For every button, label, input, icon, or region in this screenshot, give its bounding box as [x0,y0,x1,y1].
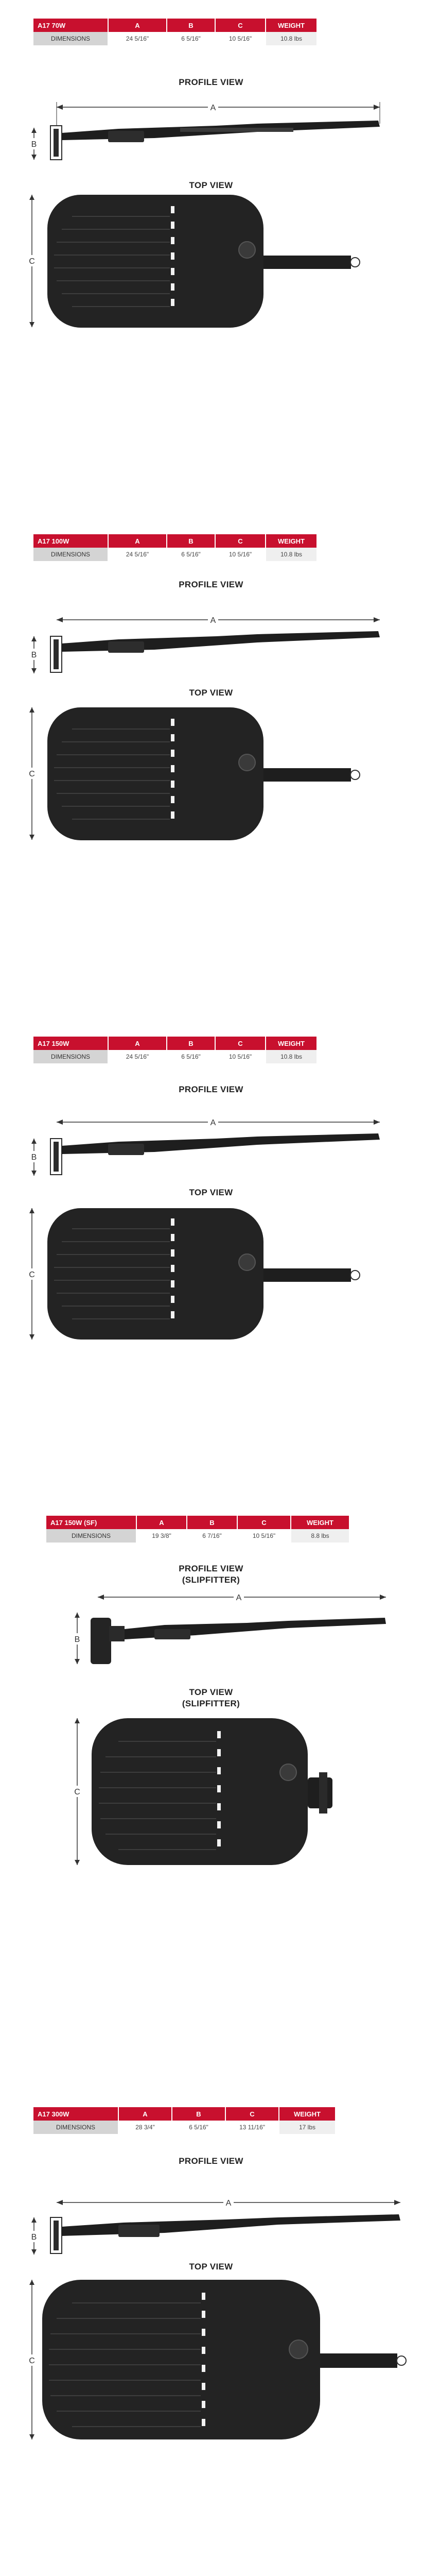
fixture-body [47,707,263,840]
dimensions-label: DIMENSIONS [33,2121,118,2134]
fixture-body [47,1208,263,1340]
col-b-header: B [167,534,215,548]
dim-a-value: 24 5/16" [108,548,167,561]
col-b-header: B [167,19,215,32]
dim-c-marker: C [29,770,35,778]
model-name: A17 150W (SF) [46,1516,136,1529]
col-a-header: A [108,19,167,32]
product-section-a17-70w [0,0,422,513]
profile-view-label: PROFILE VIEW [179,1564,243,1573]
top-view-drawing [0,703,422,848]
product-section-a17-150w-sf [0,1510,422,2107]
dim-a-marker: A [225,2199,232,2208]
product-section-a17-100w [0,513,422,1015]
dim-a-value: 28 3/4" [118,2121,172,2134]
profile-view-label: PROFILE VIEW [179,580,243,589]
dim-c-value: 10 5/16" [215,32,266,45]
col-a-header: A [108,534,167,548]
top-view-label: TOP VIEW [189,1188,233,1197]
dim-a-value: 24 5/16" [108,32,167,45]
dim-b-value: 6 5/16" [167,1050,215,1063]
dim-c-marker: C [29,257,35,266]
product-section-a17-150w [0,1015,422,1510]
spec-table [33,2107,336,2134]
top-view-label: TOP VIEW [189,180,233,190]
dim-c-marker: C [74,1788,80,1797]
dim-c-value: 10 5/16" [215,1050,266,1063]
model-name: A17 150W [33,1037,108,1050]
col-b-header: B [167,1037,215,1050]
dim-a-marker: A [210,104,216,112]
dim-a-marker: A [236,1594,242,1602]
spec-table [33,1037,318,1063]
col-c-header: C [225,2107,279,2121]
model-name: A17 300W [33,2107,118,2121]
dimensions-label: DIMENSIONS [33,548,108,561]
profile-drawing [0,611,422,677]
col-c-header: C [215,534,266,548]
spec-table [33,534,318,561]
dim-c-marker: C [29,1270,35,1279]
col-weight-header: WEIGHT [266,1037,317,1050]
dim-a-marker: A [210,1118,216,1127]
dim-c-marker: C [29,2357,35,2365]
weight-value: 10.8 lbs [266,548,317,561]
top-view-drawing [0,191,422,335]
top-view-drawing [0,1203,422,1347]
col-a-header: A [118,2107,172,2121]
dim-b-value: 6 7/16" [187,1529,237,1543]
dim-a-value: 19 3/8" [136,1529,187,1543]
col-weight-header: WEIGHT [279,2107,336,2121]
col-c-header: C [237,1516,291,1529]
profile-drawing [0,1113,422,1180]
model-name: A17 100W [33,534,108,548]
profile-drawing [0,2174,422,2262]
spec-table [46,1516,350,1543]
slipfitter-mount [91,1618,111,1664]
dim-b-marker: B [31,1153,37,1162]
top-view-label: TOP VIEW [189,2262,233,2272]
dim-b-value: 6 5/16" [167,548,215,561]
model-name: A17 70W [33,19,108,32]
slipfitter-label: (SLIPFITTER) [182,1575,240,1585]
col-b-header: B [172,2107,225,2121]
dim-c-value: 10 5/16" [215,548,266,561]
dimensions-label: DIMENSIONS [46,1529,136,1543]
fixture-profile [62,2214,400,2236]
weight-value: 10.8 lbs [266,1050,317,1063]
col-c-header: C [215,19,266,32]
dim-a-marker: A [210,616,216,625]
top-view-drawing [0,1713,422,1868]
fixture-body [92,1718,308,1865]
profile-view-label: PROFILE VIEW [179,1084,243,1094]
dim-b-value: 6 5/16" [167,32,215,45]
profile-drawing [0,90,422,170]
dim-b-marker: B [31,651,37,659]
col-weight-header: WEIGHT [266,534,317,548]
col-weight-header: WEIGHT [291,1516,349,1529]
mounting-arm [263,1268,351,1282]
dim-a-value: 24 5/16" [108,1050,167,1063]
fixture-body [47,195,263,328]
spec-table [33,19,318,45]
weight-value: 10.8 lbs [266,32,317,45]
weight-value: 17 lbs [279,2121,336,2134]
mounting-arm [263,768,351,782]
weight-value: 8.8 lbs [291,1529,349,1543]
mounting-arm [320,2353,397,2368]
col-a-header: A [108,1037,167,1050]
fixture-body [42,2280,320,2439]
top-view-label: TOP VIEW [189,1687,233,1697]
mounting-arm [263,256,351,269]
profile-drawing [0,1587,422,1674]
product-section-a17-300w [0,2107,422,2576]
profile-view-label: PROFILE VIEW [179,77,243,87]
col-weight-header: WEIGHT [266,19,317,32]
col-a-header: A [136,1516,187,1529]
dim-b-marker: B [74,1635,80,1644]
top-view-drawing [0,2275,422,2445]
col-c-header: C [215,1037,266,1050]
dim-c-value: 10 5/16" [237,1529,291,1543]
dimensions-label: DIMENSIONS [33,1050,108,1063]
top-view-label: TOP VIEW [189,688,233,698]
dim-b-value: 6 5/16" [172,2121,225,2134]
profile-view-label: PROFILE VIEW [179,2156,243,2166]
col-b-header: B [187,1516,237,1529]
dim-b-marker: B [31,2233,37,2242]
slipfitter-top-label: (SLIPFITTER) [182,1699,240,1708]
dim-b-marker: B [31,140,37,149]
dim-c-value: 13 11/16" [225,2121,279,2134]
dimensions-label: DIMENSIONS [33,32,108,45]
